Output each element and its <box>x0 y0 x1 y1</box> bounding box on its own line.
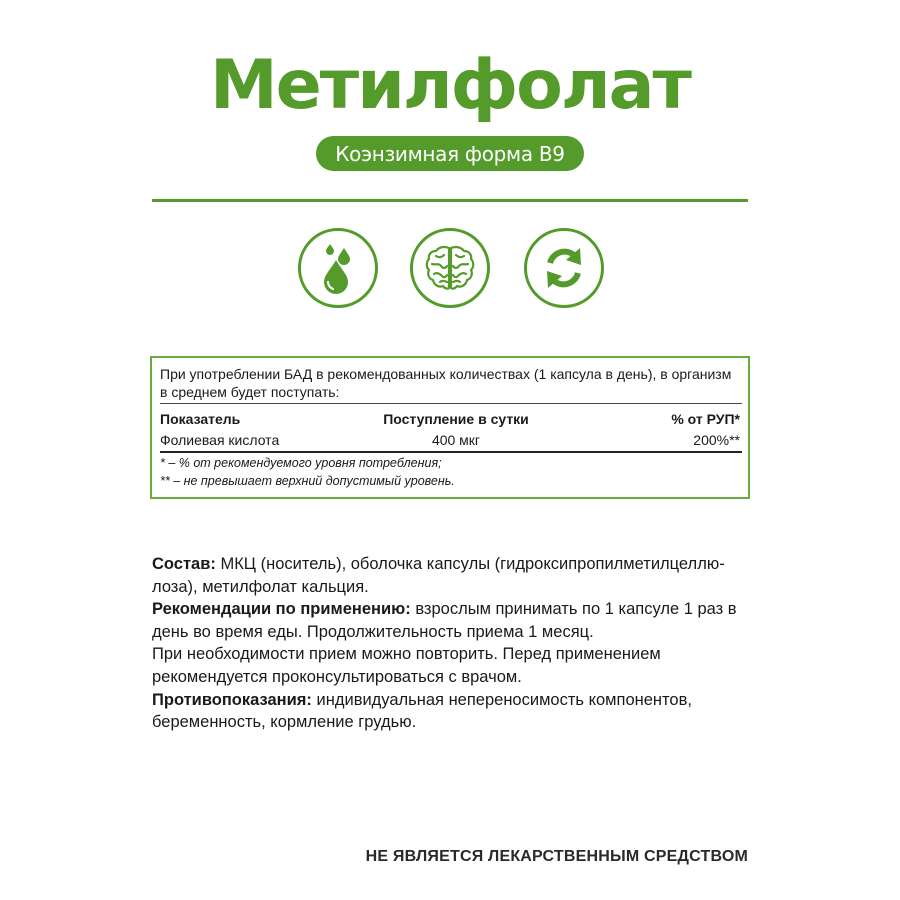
table-cell-name: Фолиевая кислота <box>160 432 280 448</box>
footnote-2: ** – не превышает верхний допустимый уровень. <box>160 474 455 488</box>
table-header-rule <box>160 403 742 404</box>
subtitle-text: Коэнзимная форма В9 <box>335 141 565 166</box>
product-title: Метилфолат <box>210 46 690 125</box>
recommendations-paragraph <box>152 598 752 643</box>
disclaimer-text: НЕ ЯВЛЯЕТСЯ ЛЕКАРСТВЕННЫМ СРЕДСТВОМ <box>365 848 748 865</box>
contraindications-paragraph <box>152 689 752 734</box>
table-cell-percent: 200%** <box>693 432 740 448</box>
subtitle-badge <box>316 136 584 171</box>
brain-icon <box>410 228 490 308</box>
recommendations-label: Рекомендации по применению: <box>152 600 411 619</box>
contraindications-label: Противопоказания: <box>152 690 312 709</box>
product-description <box>152 553 752 734</box>
table-cell-amount: 400 мкг <box>431 432 481 448</box>
composition-text: МКЦ (носитель), оболочка капсулы (гидроксипропилметилцеллю-лоза), метилфолат кальция. <box>152 555 725 596</box>
column-header-percent: % от РУП* <box>671 411 740 427</box>
refresh-cycle-icon <box>524 228 604 308</box>
composition-label: Состав: <box>152 555 216 573</box>
header-divider <box>152 199 748 202</box>
feature-icons <box>0 228 900 308</box>
nutrition-info-table <box>150 356 750 499</box>
table-intro: При употреблении БАД в рекомендованных количествах (1 капсула в день), в организм в среднем будет поступать: <box>160 366 732 400</box>
contraindications-text: индивидуальная непереносимость компонентов, беременность, кормление грудью. <box>152 690 692 732</box>
recommendations-text: взрослым принимать по 1 капсуле 1 раз в день во время еды. Продолжительность приема 1 месяц. <box>152 600 737 641</box>
table-row-rule <box>160 451 742 453</box>
column-header-daily-intake: Поступление в сутки <box>383 411 529 427</box>
composition-paragraph <box>152 553 752 598</box>
recommendations-extra: При необходимости прием можно повторить. Перед применением рекомендуется проконсультироваться с врачом. <box>152 645 661 686</box>
footnote-1: * – % от рекомендуемого уровня потребления; <box>160 456 442 470</box>
water-drops-icon <box>298 228 378 308</box>
column-header-indicator: Показатель <box>160 411 241 427</box>
